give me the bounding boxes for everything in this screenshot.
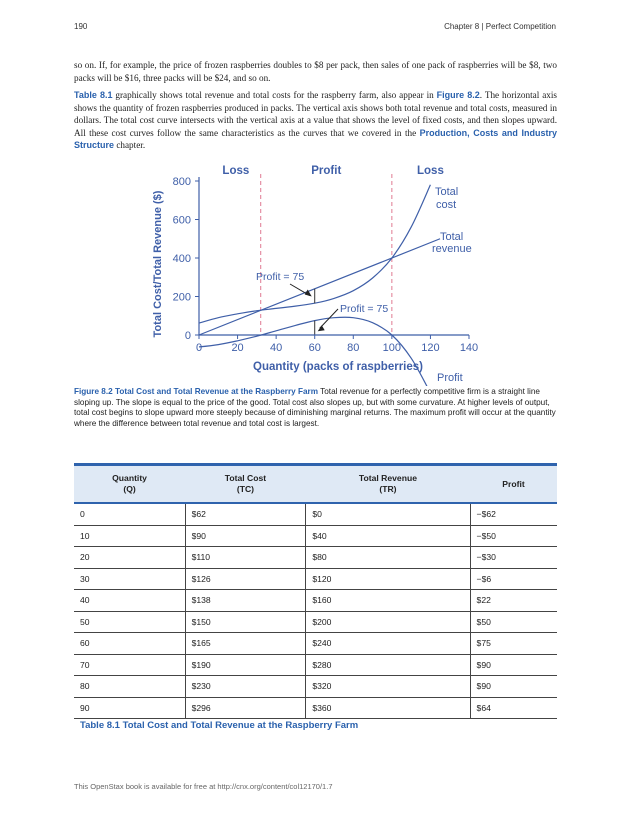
table-cell: $320 (306, 676, 470, 698)
region-label: Loss (222, 165, 250, 177)
profit-annotation-upper: Profit = 75 (256, 271, 305, 283)
table-cell: 60 (74, 633, 185, 655)
table-cell: 0 (74, 503, 185, 525)
table-cell: $80 (306, 547, 470, 569)
table-cell: $40 (306, 525, 470, 547)
table-cell: $90 (185, 525, 306, 547)
x-tick-label: 20 (231, 342, 244, 354)
profit-annotation-lower: Profit = 75 (340, 303, 389, 315)
paragraph-text: . The horizontal axis shows the quantity of frozen raspberries produced in packs. The vertical axis shows both total revenue and total costs, measured in dollars. The total cost curve intersects with the vertical axis at a value that shows the level of fixed costs, and then slopes upward. All these cost curves follow the same characteristics as the curves that we covered in the (74, 90, 557, 138)
table-cell: $110 (185, 547, 306, 569)
table-row (74, 611, 557, 633)
table-cell: 30 (74, 568, 185, 590)
total-revenue-label: revenue (432, 243, 472, 255)
cost-revenue-table (74, 463, 557, 719)
chapter-title: Chapter 8 | Perfect Competition (444, 22, 556, 31)
paragraph-text: graphically shows total revenue and total costs for the raspberry farm, also appear in (112, 90, 437, 100)
figure-caption-text: Total revenue for a perfectly competitive firm is a straight line sloping up. The slope is equal to the price of the good. Total cost also slopes up, but with some curvature. At higher levels of output, total cost begins to slope upward more steeply because of diminishing marginal returns. The maximum profit will occur at the quantity where the difference between total revenue and total cost is largest. (74, 387, 556, 428)
table-cell: 40 (74, 590, 185, 612)
col-header-total-cost: Total Cost (TC) (185, 465, 306, 504)
x-axis-title: Quantity (packs of raspberries) (253, 361, 423, 373)
table-cell: $90 (470, 654, 557, 676)
chapter-link[interactable]: Production, Costs and Industry Structure (74, 127, 557, 151)
x-tick-label: 0 (195, 342, 203, 354)
table-cell: $50 (470, 611, 557, 633)
tc-tr-chart (150, 162, 490, 386)
table-cell: $22 (470, 590, 557, 612)
table-cell: $0 (306, 503, 470, 525)
total-revenue-label: Total (440, 231, 464, 243)
total-cost-label: cost (436, 199, 457, 211)
figure-caption (74, 387, 557, 429)
table-cell: −$30 (470, 547, 557, 569)
table-cell: $120 (306, 568, 470, 590)
x-tick-label: 80 (347, 342, 360, 354)
table-cell: $200 (306, 611, 470, 633)
x-tick-label: 40 (270, 342, 283, 354)
y-tick-label: 200 (172, 291, 191, 304)
table-caption: Table 8.1 Total Cost and Total Revenue at the Raspberry Farm (80, 720, 359, 731)
table-row (74, 525, 557, 547)
table-cell: −$50 (470, 525, 557, 547)
x-tick-label: 120 (421, 342, 440, 354)
table-cell: $360 (306, 697, 470, 719)
table-row (74, 503, 557, 525)
table-row (74, 676, 557, 698)
table-cell: 90 (74, 697, 185, 719)
col-header-quantity: Quantity (Q) (74, 465, 185, 504)
x-tick-label: 60 (308, 342, 321, 354)
paragraph-intro: so on. If, for example, the price of frozen raspberries doubles to $8 per pack, then sales of one pack of raspberries will be $8, two packs will be $16, three packs will be $24, and so on. (74, 60, 557, 83)
table-row (74, 697, 557, 719)
table-row (74, 654, 557, 676)
table-cell: $165 (185, 633, 306, 655)
y-axis-title: Total Cost/Total Revenue ($) (152, 190, 164, 338)
y-tick-label: 800 (172, 176, 191, 188)
table-cell: $160 (306, 590, 470, 612)
y-tick-label: 0 (184, 330, 191, 342)
table-cell: $62 (185, 503, 306, 525)
y-tick-label: 600 (172, 214, 191, 227)
table-cell: 80 (74, 676, 185, 698)
table-cell: $280 (306, 654, 470, 676)
paragraph-text: chapter. (114, 140, 146, 151)
total-cost-label: Total (435, 186, 459, 198)
x-tick-label: 100 (382, 342, 402, 354)
table-cell: −$62 (470, 503, 557, 525)
table-cell: 50 (74, 611, 185, 633)
table-header-row (74, 465, 557, 504)
table-cell: 10 (74, 525, 185, 547)
page-header (74, 22, 556, 38)
figure-caption-label: Figure 8.2 Total Cost and Total Revenue at the Raspberry Farm (74, 387, 319, 396)
table-cell: $150 (185, 611, 306, 633)
table-cell: $126 (185, 568, 306, 590)
x-tick-label: 140 (459, 342, 479, 354)
table-row (74, 568, 557, 590)
figure-chart (150, 162, 490, 386)
table-cell: $296 (185, 697, 306, 719)
page-number: 190 (74, 22, 88, 31)
table-cell: $240 (306, 633, 470, 655)
table-cell: 20 (74, 547, 185, 569)
table-cell: $64 (470, 697, 557, 719)
figure-8-2-link[interactable]: Figure 8.2 (436, 90, 480, 100)
table-cell: $90 (470, 676, 557, 698)
paragraph-explanation (74, 89, 557, 152)
total-revenue-line (199, 239, 440, 335)
table-cell: $138 (185, 590, 306, 612)
region-label: Profit (311, 165, 342, 177)
table-cell: $230 (185, 676, 306, 698)
table-row (74, 633, 557, 655)
col-header-total-revenue: Total Revenue (TR) (306, 465, 470, 504)
table-8-1-link[interactable]: Table 8.1 (74, 90, 113, 100)
table-cell: 70 (74, 654, 185, 676)
profit-curve-label: Profit (437, 372, 463, 384)
table-row (74, 547, 557, 569)
page-footer: This OpenStax book is available for free at http://cnx.org/content/col12170/1.7 (74, 782, 333, 791)
table-cell: −$6 (470, 568, 557, 590)
table-row (74, 590, 557, 612)
col-header-profit: Profit (470, 465, 557, 504)
region-label: Loss (417, 165, 444, 177)
table-cell: $75 (470, 633, 557, 655)
annotation-arrowhead (318, 325, 325, 331)
y-tick-label: 400 (172, 253, 191, 265)
table-cell: $190 (185, 654, 306, 676)
